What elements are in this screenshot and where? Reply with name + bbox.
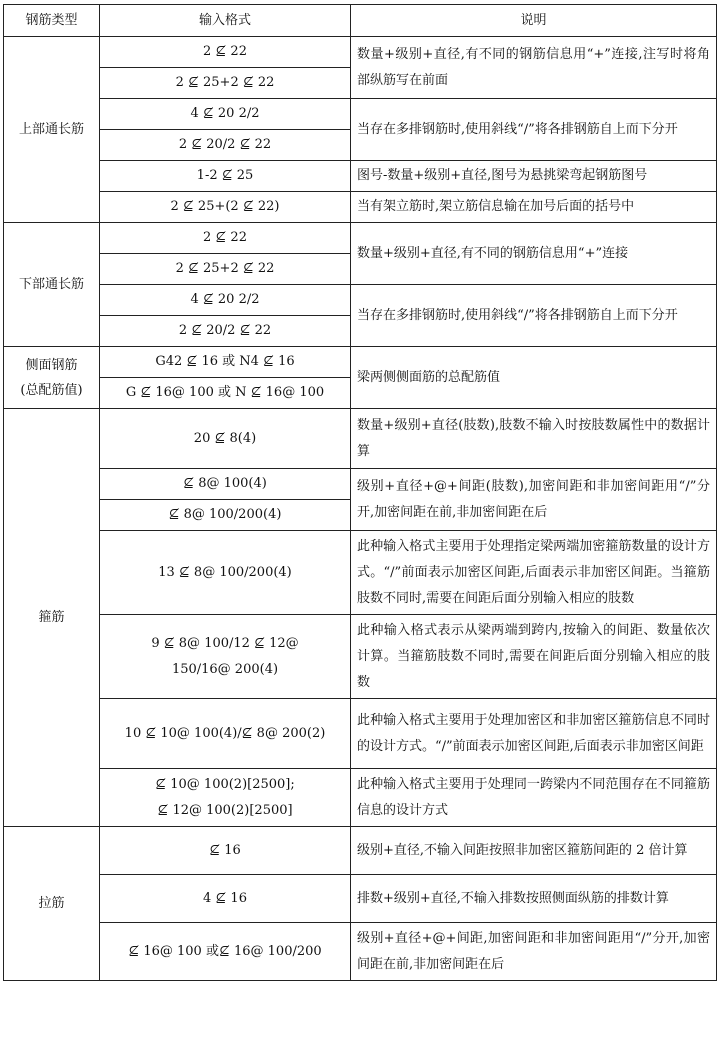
input-format-cell — [100, 500, 351, 531]
description-cell: 数量+级别+直径(肢数),肢数不输入时按肢数属性中的数据计算 — [351, 409, 717, 469]
input-format-cell — [100, 130, 351, 161]
description-cell: 此种输入格式主要用于处理同一跨梁内不同范围存在不同箍筋信息的设计方式 — [351, 769, 717, 827]
input-format-text: 4 ⊈ 20 2/2 — [190, 106, 260, 121]
input-format-text: 1-2 ⊈ 25 — [196, 168, 254, 183]
description-cell: 当存在多排钢筋时,使用斜线“/”将各排钢筋自上而下分开 — [351, 285, 717, 347]
header-input-format: 输入格式 — [100, 5, 351, 37]
rebar-type-cell — [4, 827, 100, 981]
header-description: 说明 — [351, 5, 717, 37]
rebar-type-cell — [4, 223, 100, 347]
input-format-text: 2 ⊈ 20/2 ⊈ 22 — [178, 137, 272, 152]
input-format-cell — [100, 347, 351, 378]
input-format-cell — [100, 378, 351, 409]
rebar-type-label: 上部通长筋 — [18, 122, 84, 137]
input-format-cell — [100, 99, 351, 130]
description-cell: 当存在多排钢筋时,使用斜线“/”将各排钢筋自上而下分开 — [351, 99, 717, 161]
input-format-text: ⊈ 16 — [209, 842, 241, 858]
input-format-text: 13 ⊈ 8@ 100/200(4) — [158, 564, 292, 580]
input-format-text: 20 ⊈ 8(4) — [193, 430, 257, 446]
description-cell: 级别+直径,不输入间距按照非加密区箍筋间距的 2 倍计算 — [351, 827, 717, 875]
input-format-text: 2 ⊈ 20/2 ⊈ 22 — [178, 323, 272, 338]
rebar-type-label: 下部通长筋 — [18, 277, 84, 292]
table-row — [4, 99, 717, 130]
input-format-cell — [100, 316, 351, 347]
description-cell: 级别+直径+@+间距,加密间距和非加密间距用“/”分开,加密间距在前,非加密间距在后 — [351, 923, 717, 981]
table-row — [4, 285, 717, 316]
input-format-text: 2 ⊈ 25+2 ⊈ 22 — [175, 75, 275, 90]
rebar-type-cell — [4, 347, 100, 409]
table-row — [4, 37, 717, 68]
rebar-type-label: 箍筋 — [38, 610, 65, 625]
table-row — [4, 409, 717, 469]
table-row — [4, 469, 717, 500]
rebar-type-cell — [4, 37, 100, 223]
input-format-text: 2 ⊈ 22 — [203, 230, 247, 245]
rebar-input-format-table — [3, 4, 717, 981]
description-cell: 此种输入格式表示从梁两端到跨内,按输入的间距、数量依次计算。当箍筋肢数不同时,需要在间距后面分别输入相应的肢数 — [351, 615, 717, 699]
table-row — [4, 192, 717, 223]
input-format-text: 150/16@ 200(4) — [171, 661, 279, 677]
input-format-cell — [100, 192, 351, 223]
input-format-text: G42 ⊈ 16 或 N4 ⊈ 16 — [155, 354, 295, 369]
input-format-cell — [100, 37, 351, 68]
description-cell: 图号-数量+级别+直径,图号为悬挑梁弯起钢筋图号 — [351, 161, 717, 192]
rebar-type-label: (总配筋值) — [20, 382, 83, 398]
input-format-cell — [100, 254, 351, 285]
description-cell: 数量+级别+直径,有不同的钢筋信息用“+”连接,注写时将角部纵筋写在前面 — [351, 37, 717, 99]
table-row — [4, 223, 717, 254]
input-format-text: ⊈ 10@ 100(2)[2500]; — [155, 776, 295, 792]
header-row — [4, 5, 717, 37]
input-format-cell — [100, 875, 351, 923]
input-format-cell — [100, 531, 351, 615]
input-format-text: 10 ⊈ 10@ 100(4)/⊈ 8@ 200(2) — [124, 725, 326, 741]
input-format-cell — [100, 769, 351, 827]
input-format-cell — [100, 161, 351, 192]
input-format-text: ⊈ 16@ 100 或⊈ 16@ 100/200 — [128, 943, 322, 959]
input-format-cell — [100, 699, 351, 769]
input-format-cell — [100, 223, 351, 254]
description-cell: 梁两侧侧面筋的总配筋值 — [351, 347, 717, 409]
description-cell: 级别+直径+@+间距(肢数),加密间距和非加密间距用“/”分开,加密间距在前,非加密间距在后 — [351, 469, 717, 531]
input-format-text: ⊈ 12@ 100(2)[2500] — [157, 802, 293, 818]
table-row — [4, 923, 717, 981]
table-row — [4, 531, 717, 615]
input-format-text: G ⊈ 16@ 100 或 N ⊈ 16@ 100 — [125, 385, 325, 400]
table-row — [4, 161, 717, 192]
description-cell: 此种输入格式主要用于处理指定梁两端加密箍筋数量的设计方式。“/”前面表示加密区间距,后面表示非加密区间距。当箍筋肢数不同时,需要在间距后面分别输入相应的肢数 — [351, 531, 717, 615]
input-format-cell — [100, 827, 351, 875]
input-format-text: 4 ⊈ 20 2/2 — [190, 292, 260, 307]
input-format-cell — [100, 469, 351, 500]
input-format-cell — [100, 923, 351, 981]
rebar-type-cell — [4, 409, 100, 827]
header-rebar-type: 钢筋类型 — [4, 5, 100, 37]
description-cell: 排数+级别+直径,不输入排数按照侧面纵筋的排数计算 — [351, 875, 717, 923]
input-format-text: 4 ⊈ 16 — [203, 890, 247, 906]
input-format-text: ⊈ 8@ 100/200(4) — [168, 507, 282, 522]
input-format-cell — [100, 409, 351, 469]
rebar-type-label: 拉筋 — [38, 896, 65, 911]
input-format-text: 9 ⊈ 8@ 100/12 ⊈ 12@ — [151, 635, 299, 651]
input-format-text: 2 ⊈ 22 — [203, 44, 247, 59]
input-format-cell — [100, 68, 351, 99]
input-format-text: 2 ⊈ 25+2 ⊈ 22 — [175, 261, 275, 276]
table-row — [4, 769, 717, 827]
table-row — [4, 827, 717, 875]
input-format-cell — [100, 615, 351, 699]
rebar-type-label: 侧面钢筋 — [25, 357, 78, 373]
input-format-text: ⊈ 8@ 100(4) — [183, 476, 267, 491]
table-row — [4, 615, 717, 699]
table-row — [4, 699, 717, 769]
description-cell: 当有架立筋时,架立筋信息输在加号后面的括号中 — [351, 192, 717, 223]
table-row — [4, 347, 717, 378]
input-format-cell — [100, 285, 351, 316]
table-row — [4, 875, 717, 923]
input-format-text: 2 ⊈ 25+(2 ⊈ 22) — [170, 199, 280, 214]
description-cell: 此种输入格式主要用于处理加密区和非加密区箍筋信息不同时的设计方式。“/”前面表示加密区间距,后面表示非加密区间距 — [351, 699, 717, 769]
description-cell: 数量+级别+直径,有不同的钢筋信息用“+”连接 — [351, 223, 717, 285]
